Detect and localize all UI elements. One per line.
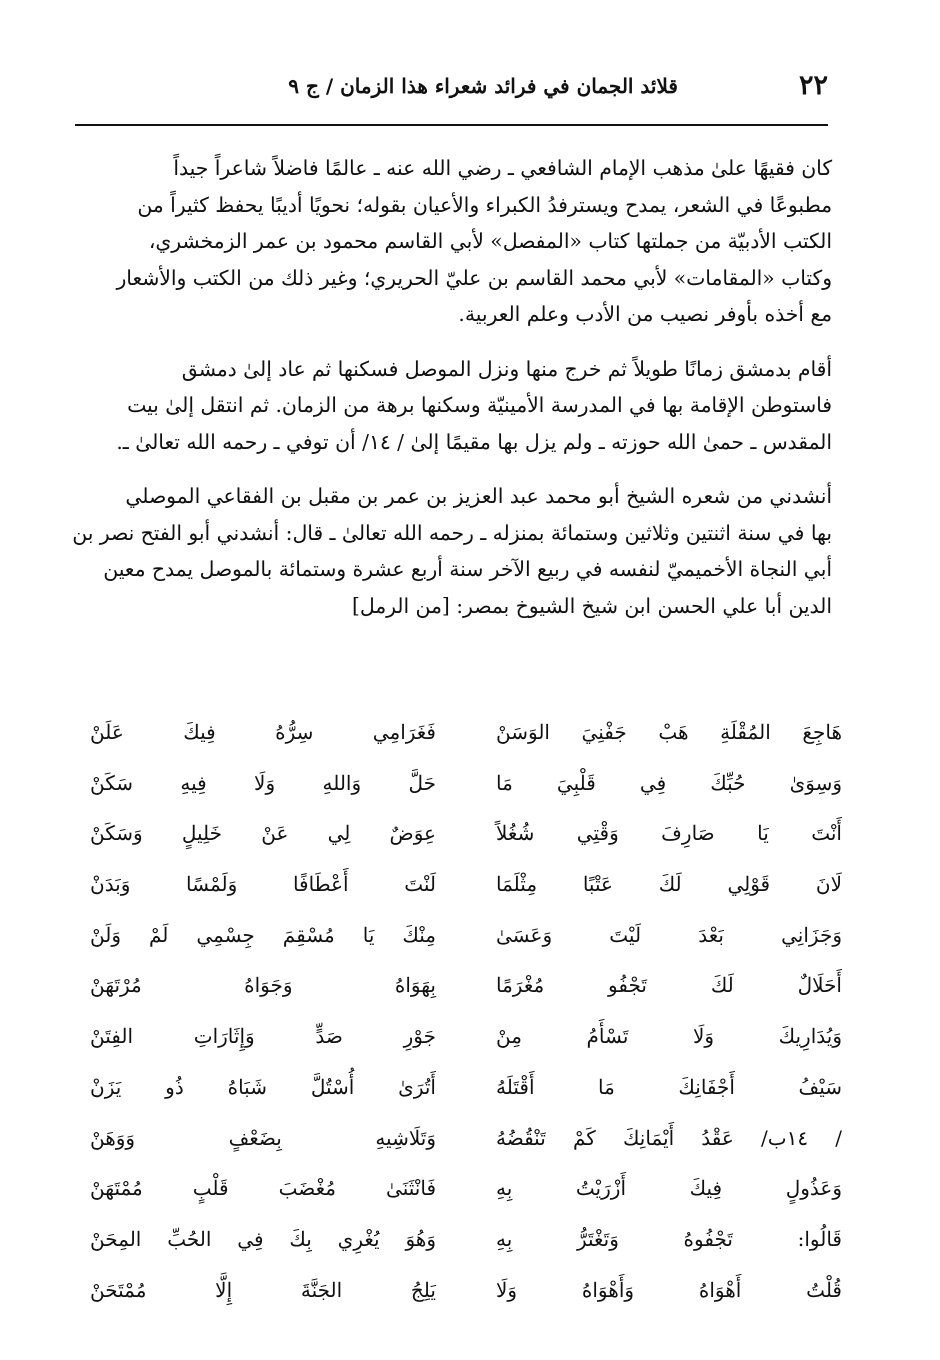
verse-second-hemistich: فَغَرَامِي سِرُّهُ فِيكَ عَلَنْ — [90, 720, 436, 744]
poem-verse — [90, 1168, 842, 1219]
page-number: ٢٢ — [798, 70, 828, 101]
text-line: مطبوعًا في الشعر، يمدح ويسترفدُ الكبراء والأعيان بقوله؛ نحويًا أديبًا يحفظ كثيراً من — [137, 192, 832, 217]
verse-first-hemistich: وَجَزَانِي بَعْدَ لَيْتَ وَعَسَىٰ — [496, 922, 842, 947]
text-line: المقدس ـ حمىٰ الله حوزته ـ ولم يزل بها مقيمًا إلىٰ / ١٤/ أن توفي ـ رحمه الله تعالىٰ ـ. — [116, 429, 832, 454]
paragraph-isnad — [72, 478, 832, 624]
poem-verse — [90, 965, 842, 1016]
verse-first-hemistich: لَانَ قَوْلِي لَكَ عَتْبًا مِثْلَمَا — [496, 872, 842, 897]
verse-second-hemistich: أَتُرَىٰ أُسْتُلَّ شَبَاهُ ذُو يَزَنْ — [90, 1074, 436, 1099]
verse-first-hemistich: / ١٤ب/ عَقْدُ أَيْمَانِكَ كَمْ تَنْقُضُهُ — [496, 1125, 842, 1150]
verse-second-hemistich: جَوْرِ صَدٍّ وَإِثَارَاتِ الفِتَنْ — [90, 1024, 436, 1049]
text-line: الدين أبا علي الحسن ابن شيخ الشيوخ بمصر: [من الرمل] — [351, 593, 832, 618]
verse-second-hemistich: وَهُوَ يُغْرِي بِكَ فِي الحُبِّ المِحَنْ — [90, 1226, 436, 1251]
text-line: أنشدني من شعره الشيخ أبو محمد عبد العزيز بن عمر بن مقبل بن الفقاعي الموصلي — [125, 484, 832, 508]
text-line: فاستوطن الإقامة بها في المدرسة الأمينيّة وسكنها برهة من الزمان. ثم انتقل إلىٰ بيت — [127, 393, 832, 417]
poem-verse — [90, 1118, 842, 1169]
poem-verse — [90, 1270, 842, 1321]
verse-second-hemistich: فَانْثَنَىٰ مُغْضَبَ قَلْبٍ مُمْتَهَنْ — [90, 1176, 436, 1201]
text-line: مع أخذه بأوفر نصيب من الأدب وعلم العربية. — [458, 302, 832, 326]
verse-second-hemistich: مِنْكَ يَا مُسْقِمَ جِسْمِي لَمْ وَلَنْ — [90, 922, 436, 947]
verse-second-hemistich: وَتَلَاشِيهِ بِضَعْفٍ وَوَهَنْ — [90, 1125, 436, 1150]
verse-first-hemistich: هَاجِعَ المُقْلَةِ هَبْ جَفْنِيَ الوَسَنْ — [496, 720, 842, 744]
verse-first-hemistich: قُلْتُ أَهْوَاهُ وَأَهْوَاهُ وَلَا — [496, 1277, 842, 1302]
poem-verse — [90, 1067, 842, 1118]
page-header — [75, 66, 828, 114]
poem-verse — [90, 813, 842, 864]
text-line: وكتاب «المقامات» لأبي محمد القاسم بن عليّ الحريري؛ وغير ذلك من الكتب والأشعار — [116, 265, 832, 290]
text-line: كان فقيهًا علىٰ مذهب الإمام الشافعي ـ رضي الله عنه ـ عالمًا فاضلاً شاعراً جيداً — [173, 156, 832, 180]
paragraph-residence — [80, 351, 832, 461]
prose-body — [72, 150, 832, 624]
poem-verse — [90, 712, 842, 763]
poem-verse — [90, 763, 842, 814]
verse-second-hemistich: حَلَّ وَاللهِ وَلَا فِيهِ سَكَنْ — [90, 770, 436, 795]
verse-second-hemistich: يَلِجُ الجَنَّةَ إِلَّا مُمْتَحَنْ — [90, 1277, 436, 1302]
header-rule — [75, 124, 828, 126]
poem-verse — [90, 1016, 842, 1067]
verse-first-hemistich: سَيْفُ أَجْفَانِكَ مَا أَقْتَلَهُ — [496, 1074, 842, 1099]
verse-first-hemistich: وَعَذُولٍ فِيكَ أَزْرَيْتُ بِهِ — [496, 1176, 842, 1201]
text-line: أقام بدمشق زمانًا طويلاً ثم خرج منها ونزل الموصل فسكنها ثم عاد إلىٰ دمشق — [181, 356, 832, 381]
text-line: الكتب الأدبيّة من جملتها كتاب «المفصل» لأبي القاسم محمود بن عمر الزمخشري، — [148, 229, 832, 253]
text-line: أبي النجاة الأخميميّ لنفسه في ربيع الآخر سنة أربع عشرة وستمائة بالموصل يمدح معين — [103, 557, 832, 581]
verse-first-hemistich: قَالُوا: تَجْفُوهُ وَتَغْتَرُّ بِهِ — [496, 1226, 842, 1251]
text-line: بها في سنة اثنتين وثلاثين وستمائة بمنزله ـ رحمه الله تعالىٰ ـ قال: أنشدني أبو الفتح نصر بن — [72, 520, 832, 545]
verse-second-hemistich: لَنْتَ أَعْطَافًا وَلَمْسًا وَبَدَنْ — [90, 872, 436, 897]
verse-first-hemistich: أَحَلَالٌ لَكَ تَجْفُو مُغْرَمًا — [496, 973, 842, 998]
poem-verse — [90, 1219, 842, 1270]
paragraph-biography — [80, 150, 832, 333]
verse-second-hemistich: عِوَضٌ لِي عَنْ خَلِيلٍ وَسَكَنْ — [90, 821, 436, 846]
poem-verse — [90, 915, 842, 966]
verse-second-hemistich: بِهَوَاهُ وَجَوَاهُ مُرْتَهَنْ — [90, 973, 436, 998]
verse-first-hemistich: وَسِوَىٰ حُبِّكَ فِي قَلْبِيَ مَا — [496, 770, 842, 795]
verse-first-hemistich: أَنْتَ يَا صَارِفَ وَقْتِي شُغُلاً — [496, 821, 842, 846]
poem-verse — [90, 864, 842, 915]
poem — [90, 712, 842, 1320]
verse-first-hemistich: وَيُدَارِيكَ وَلَا تَسْأَمُ مِنْ — [496, 1024, 842, 1049]
running-title: قلائد الجمان في فرائد شعراء هذا الزمان / ج ٩ — [288, 74, 678, 98]
